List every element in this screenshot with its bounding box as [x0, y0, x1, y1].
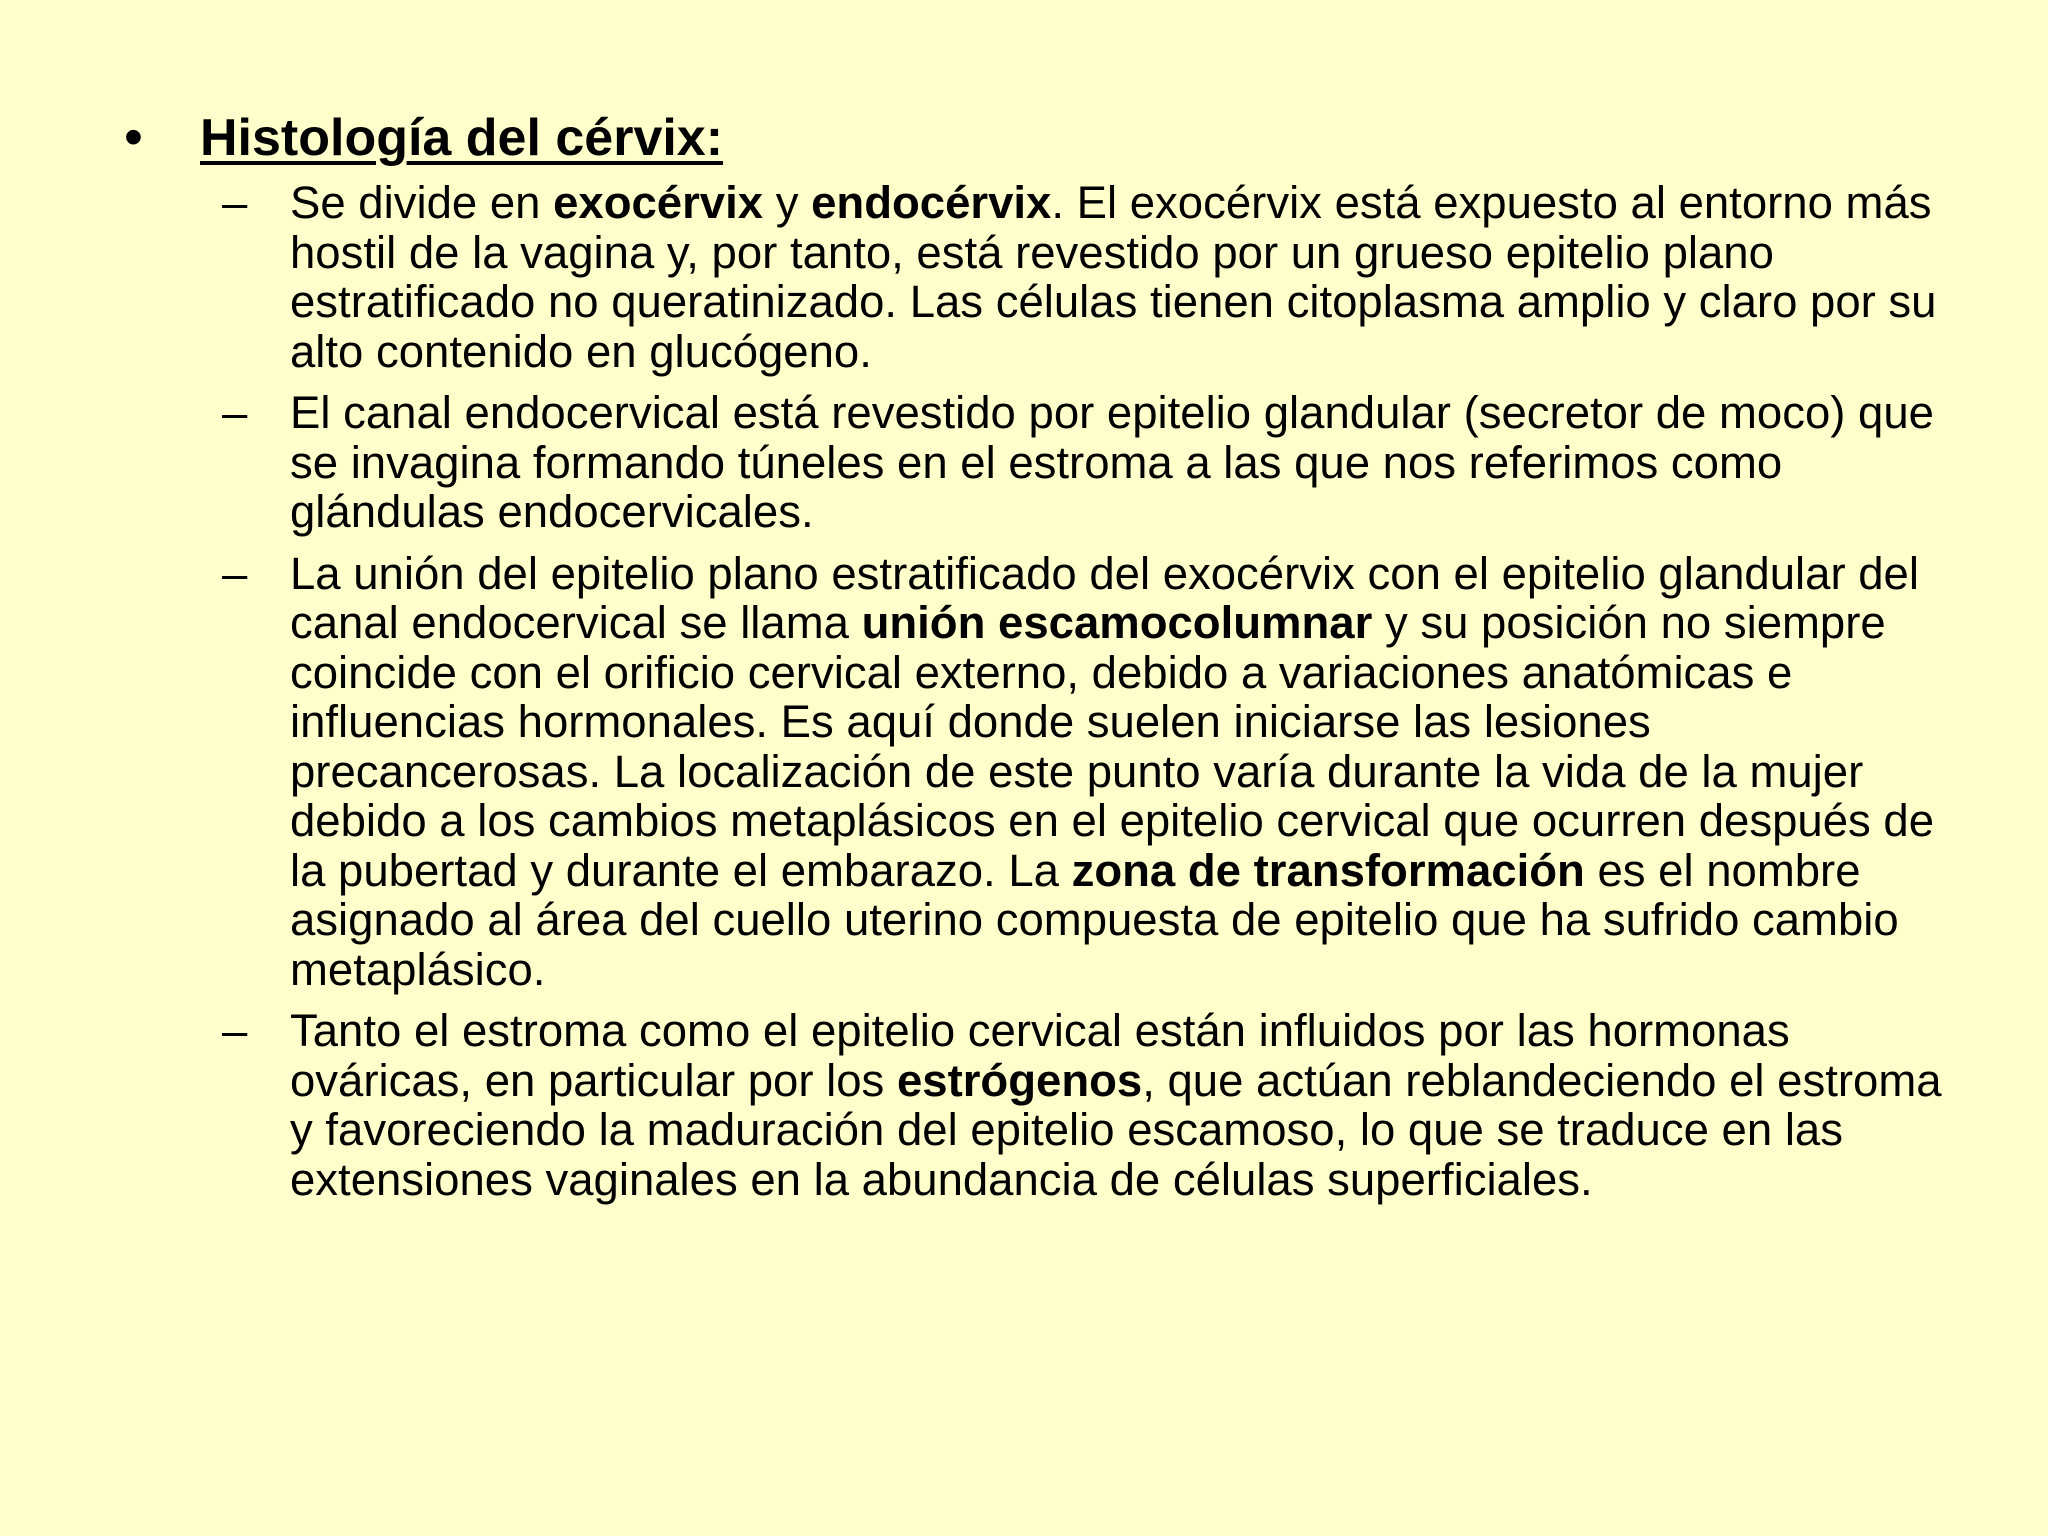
dash-icon: – [222, 177, 248, 228]
dash-icon: – [222, 547, 248, 599]
bullet-list [222, 178, 1942, 1216]
bold-term: zona de transformación [1071, 844, 1585, 896]
dash-icon: – [222, 387, 248, 438]
bold-term: unión escamocolumnar [861, 597, 1373, 648]
list-item [222, 549, 1942, 995]
text-segment: y su posición no siempre coincide con el orificio cervical externo, debido a variaciones anatómicas e influencias hormonales. Es aquí donde suelen iniciarse las lesiones precancerosas. La localización de este punto varía durante la vida de la mujer debido a los cambios metaplásicos en el epitelio cervical que ocurren después de la pubertad y durante el embarazo. La [290, 597, 1935, 896]
text-segment: es el nombre asignado al área del cuello uterino compuesta de epitelio que ha sufrido cambio metaplásico. [290, 844, 1899, 995]
bold-term: endocérvix [811, 177, 1052, 228]
bold-term: estrógenos [896, 1054, 1143, 1106]
text-segment: , que actúan reblandeciendo el estroma y favoreciendo la maduración del epitelio escamoso, lo que se traduce en las extensiones vaginales en la abundancia de células superficiales. [290, 1054, 1942, 1205]
text-segment: La unión del epitelio plano estratificado del exocérvix con el epitelio glandular del canal endocervical se llama [290, 547, 1919, 648]
text-segment: . El exocérvix está expuesto al entorno más hostil de la vagina y, por tanto, está revestido por un grueso epitelio plano estratificado no queratinizado. Las células tienen citoplasma amplio y claro por su alto contenido en glucógeno. [290, 177, 1937, 377]
text-segment: Se divide en [290, 177, 554, 228]
list-item [222, 178, 1942, 376]
text-segment: Tanto el estroma como el epitelio cervical están influidos por las hormonas ováricas, en particular por los [290, 1005, 1790, 1106]
text-segment: El canal endocervical está revestido por epitelio glandular (secretor de moco) que se invagina formando túneles en el estroma a las que nos referimos como glándulas endocervicales. [290, 387, 1934, 537]
text-segment: y [763, 177, 812, 228]
dash-icon: – [222, 1005, 248, 1056]
list-item [222, 388, 1942, 537]
bold-term: exocérvix [553, 177, 764, 228]
slide-title: Histología del cérvix: [200, 109, 724, 167]
bullet-icon: • [124, 107, 143, 167]
list-item [222, 1006, 1942, 1204]
heading-row [124, 107, 723, 168]
